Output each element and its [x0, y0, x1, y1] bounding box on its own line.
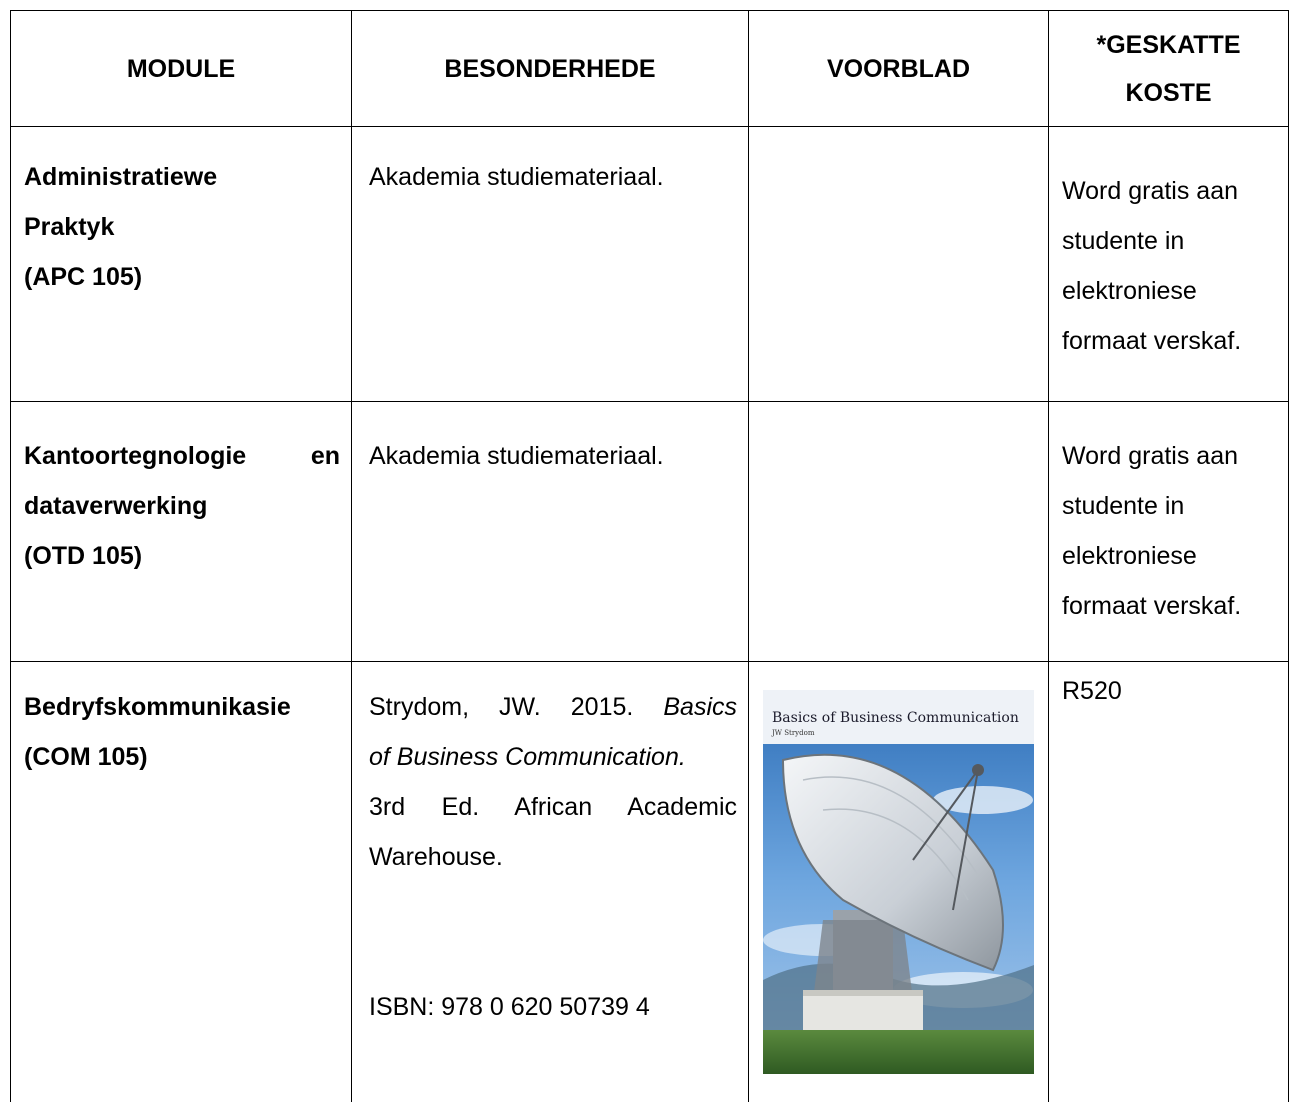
row3-details-line3: 3rd Ed. African Academic [369, 793, 737, 821]
row3-details [369, 682, 737, 1032]
table-border-right [1288, 10, 1289, 1102]
row1-cost [1062, 166, 1284, 366]
row2-module-code: (OTD 105) [24, 542, 143, 570]
header-cover [749, 11, 1048, 126]
row2-cost-line2: studente in [1062, 492, 1185, 520]
row3-cost [1062, 666, 1284, 716]
book-cover-author: JW Strydom [772, 729, 815, 737]
row3-details-line4: Warehouse. [369, 843, 503, 871]
table-border-row2-bottom [10, 661, 1289, 662]
table-border-col2 [748, 10, 749, 1102]
row2-cost [1062, 431, 1284, 631]
header-cost-line1: *GESKATTE [1096, 30, 1241, 59]
header-details [352, 11, 748, 126]
row1-module-line1: Administratiewe [24, 163, 218, 191]
row3-module-line1: Bedryfskommunikasie [24, 693, 291, 721]
row2-cost-line4: formaat verskaf. [1062, 592, 1242, 620]
header-module-text: MODULE [126, 54, 236, 83]
row2-module-line2: dataverwerking [24, 492, 208, 520]
row3-citation-author-year: Strydom, JW. 2015. [369, 693, 634, 721]
table-border-header-bottom [10, 126, 1289, 127]
header-cover-text: VOORBLAD [826, 54, 971, 83]
row1-cost-line3: elektroniese [1062, 277, 1197, 305]
row2-module-line1: Kantoortegnologie en [24, 442, 340, 470]
row1-details [369, 152, 739, 202]
row3-details-line2 [369, 732, 737, 782]
row2-cost-line3: elektroniese [1062, 542, 1197, 570]
table-border-col1 [351, 10, 352, 1102]
row1-cost-line2: studente in [1062, 227, 1185, 255]
row2-module [24, 431, 340, 581]
table-border-col3 [1048, 10, 1049, 1102]
row1-cost-line4: formaat verskaf. [1062, 327, 1242, 355]
header-details-text: BESONDERHEDE [444, 54, 656, 83]
row1-module-code: (APC 105) [24, 263, 143, 291]
row2-details [369, 431, 739, 481]
table-border-left [10, 10, 11, 1102]
row3-isbn: ISBN: 978 0 620 50739 4 [369, 993, 650, 1021]
book-cover-title-band [763, 690, 1034, 744]
row1-details-text: Akademia studiemateriaal. [369, 163, 664, 191]
book-cover-image [763, 690, 1034, 1074]
header-cost [1049, 11, 1288, 126]
header-module [11, 11, 351, 126]
row1-cost-line1: Word gratis aan [1062, 177, 1239, 205]
table-border-row1-bottom [10, 401, 1289, 402]
book-cover-illustration [763, 690, 1034, 1074]
row3-module [24, 682, 350, 782]
book-cover-title: Basics of Business Communication [772, 710, 1019, 726]
row3-citation-title-part1: Basics [663, 693, 738, 721]
row1-module [24, 152, 344, 302]
header-cost-line2: KOSTE [1125, 78, 1212, 107]
row3-citation-title-part2: of Business Communication. [369, 743, 686, 771]
row1-module-line2: Praktyk [24, 213, 115, 241]
row3-details-line1 [369, 682, 737, 732]
row3-module-code: (COM 105) [24, 743, 148, 771]
row2-cost-line1: Word gratis aan [1062, 442, 1239, 470]
row2-details-text: Akademia studiemateriaal. [369, 442, 664, 470]
row3-cost-text: R520 [1062, 677, 1122, 705]
